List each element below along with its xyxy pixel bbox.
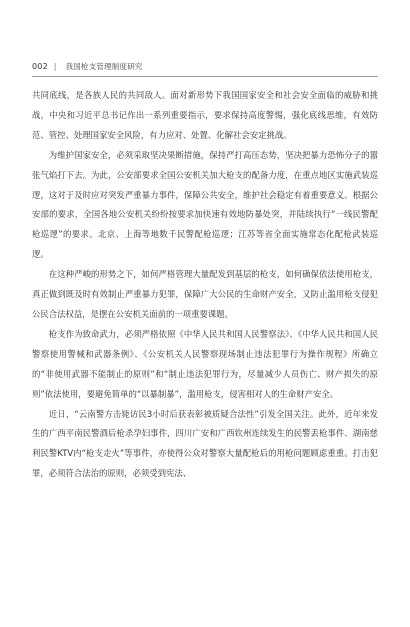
header-rule bbox=[32, 76, 378, 77]
body-text bbox=[32, 86, 378, 484]
paragraph: 近日，“云南警方击毙访民3小时后获表彰被质疑合法性”引发全国关注。此外，近年来发生的广西平南民警酒后枪杀孕妇事件，四川广安和广西钦州连续发生的民警丢枪事件、湖南慈利民警KTV内“枪支走火”等事件，亦使得公众对警察大量配枪后的用枪问题顾虑重重。打击犯罪，必须符合法治的原则，必须受到宪法、 bbox=[32, 408, 378, 479]
paragraph: 为维护国家安全，必须采取坚决果断措施，保持严打高压态势，坚决把暴力恐怖分子的嚣张气焰打下去。为此，公安部要求全国公安机关加大枪支的配备力度，在重点地区实施武装巡逻，这对于及时应对突发严重暴力事件，保障公共安全，维护社会稳定有着重要意义。根据公安部的要求，全国各地公安机关纷纷按要求加快速有效地防暴处突，并陆续执行“一线民警配枪巡逻”的要求。北京、上海等地数千民警配枪巡逻；江苏等省全面实施常态化配枪武装巡逻。 bbox=[32, 149, 378, 260]
page-header bbox=[32, 60, 378, 72]
paragraph: 在这种严峻的形势之下，如何严格管理大量配发到基层的枪支，如何确保依法使用枪支，真正做到既及时有效制止严重暴力犯罪，保障广大公民的生命财产安全，又防止滥用枪支侵犯公民合法权益，是摆在公安机关面前的一项重要课题。 bbox=[32, 269, 378, 319]
page-number: 002 bbox=[32, 61, 48, 71]
header-separator: | bbox=[53, 61, 57, 71]
paragraph: 枪支作为致命武力，必须严格依照《中华人民共和国人民警察法》、《中华人民共和国人民警察使用警械和武器条例》、《公安机关人民警察现场制止违法犯罪行为操作规程》所确立的“非使用武器不能制止的原则”和“制止违法犯罪行为，尽量减少人员伤亡、财产损失的原则”依法使用，要避免简单的“以暴制暴”，滥用枪支，侵害相对人的生命财产安全。 bbox=[32, 328, 378, 399]
running-title: 我国枪支管理制度研究 bbox=[65, 61, 143, 71]
paragraph-continuation: 共同底线，是各族人民的共同敌人。面对新形势下我国国家安全和社会安全面临的威胁和挑战，中央和习近平总书记作出一系列重要指示，要求保持高度警惕，强化底线思维，有效防范、管控、处理国家安全风险，有力应对、处置、化解社会安定挑战。 bbox=[32, 90, 378, 140]
